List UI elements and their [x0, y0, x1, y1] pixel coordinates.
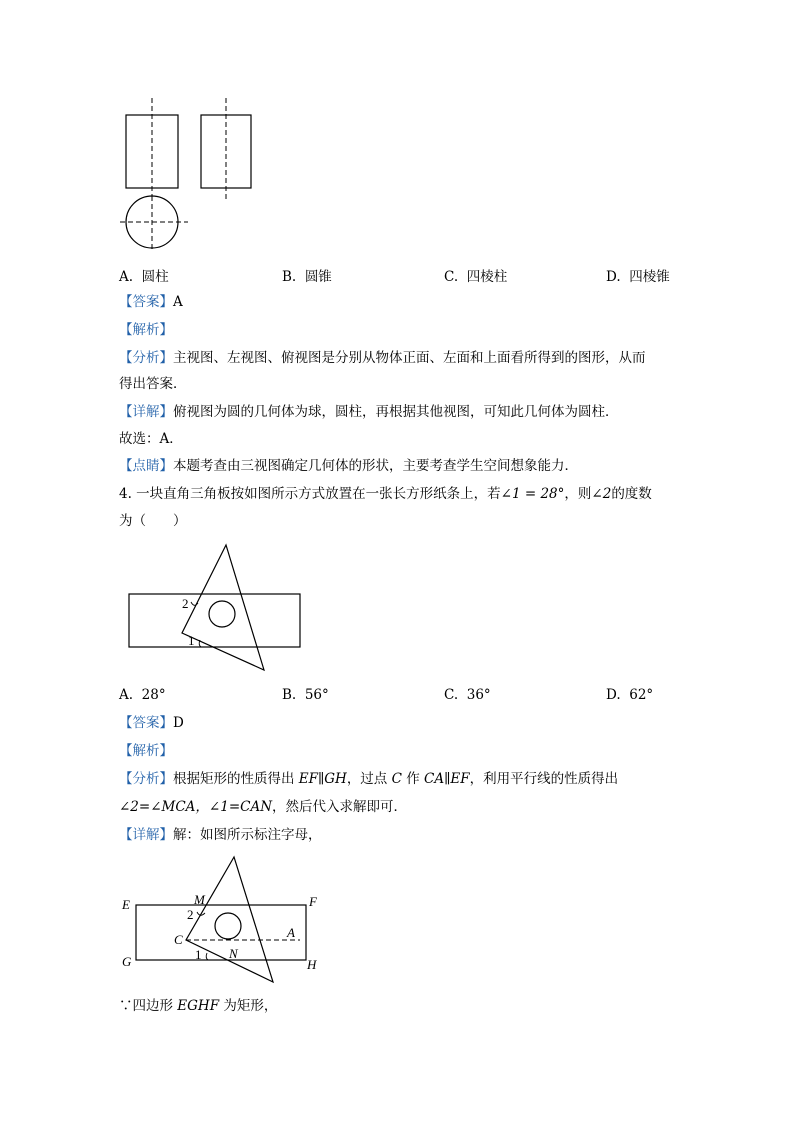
q4-choice-c[interactable]: C. 36° — [444, 687, 491, 703]
angle1-label: 1 — [188, 633, 195, 648]
q4-analysis-heading: 【解析】 — [119, 743, 173, 759]
angle2-label: 2 — [182, 596, 189, 611]
q4-choice-b[interactable]: B. 56° — [282, 687, 329, 703]
label-H: H — [307, 957, 317, 972]
q3-conclusion: 故选：A． — [119, 431, 183, 447]
label-M: M — [194, 892, 205, 907]
rect-EGHF — [136, 905, 306, 960]
q3-comment: 【点睛】本题考查由三视图确定几何体的形状，主要考查学生空间想象能力． — [119, 458, 578, 474]
q4-answer: 【答案】D — [119, 715, 184, 731]
q4-analysis-line1: 【分析】根据矩形的性质得出 EF∥GH，过点 C 作 CA∥EF，利用平行线的性质得出 — [119, 771, 619, 787]
set-square-2 — [186, 857, 273, 982]
q3-analysis-line1: 【分析】主视图、左视图、俯视图是分别从物体正面、左面和上面看所得到的图形，从而 — [119, 350, 646, 366]
set-square-hole-2 — [215, 913, 241, 939]
q4-detail: 【详解】解：如图所示标注字母， — [119, 827, 322, 843]
angle1-arc-2 — [206, 953, 208, 960]
paper-strip — [129, 594, 300, 647]
q4-figure — [125, 540, 305, 675]
label-C: C — [174, 932, 183, 947]
q3-analysis-line2: 得出答案． — [119, 376, 187, 392]
q4-because: ∵四边形 EGHF 为矩形， — [119, 998, 278, 1014]
q3-choice-d[interactable]: D. 四棱锥 — [606, 269, 670, 285]
q4-choice-d[interactable]: D. 62° — [606, 687, 654, 703]
label-A: A — [287, 925, 295, 940]
q4-stem-line1: 4. 一块直角三角板按如图所示方式放置在一张长方形纸条上，若∠1 = 28°，则∠2的度数 — [119, 486, 652, 502]
q4-choice-a[interactable]: A. 28° — [119, 687, 166, 703]
label-N: N — [229, 946, 238, 961]
q3-answer: 【答案】A — [119, 294, 183, 310]
set-square — [182, 545, 264, 670]
label-E: E — [122, 897, 130, 912]
q4-analysis-line2: ∠2=∠MCA，∠1=CAN，然后代入求解即可． — [119, 799, 408, 815]
side-view-figure — [198, 95, 258, 205]
q3-choice-c[interactable]: C. 四棱柱 — [444, 269, 508, 285]
q3-choice-a[interactable]: A. 圆柱 — [119, 269, 169, 285]
q3-analysis-heading: 【解析】 — [119, 322, 173, 338]
q3-choice-b[interactable]: B. 圆锥 — [282, 269, 332, 285]
q4-labeled-figure — [115, 850, 330, 985]
label-F: F — [309, 894, 317, 909]
label-G: G — [122, 954, 132, 969]
label-angle2: 2 — [187, 907, 194, 922]
q4-stem-line2: 为（ ） — [119, 513, 187, 529]
label-angle1: 1 — [195, 947, 202, 962]
three-view-figure — [118, 95, 198, 260]
q3-detail: 【详解】俯视图为圆的几何体为球，圆柱，再根据其他视图，可知此几何体为圆柱． — [119, 404, 619, 420]
set-square-hole — [209, 601, 235, 627]
